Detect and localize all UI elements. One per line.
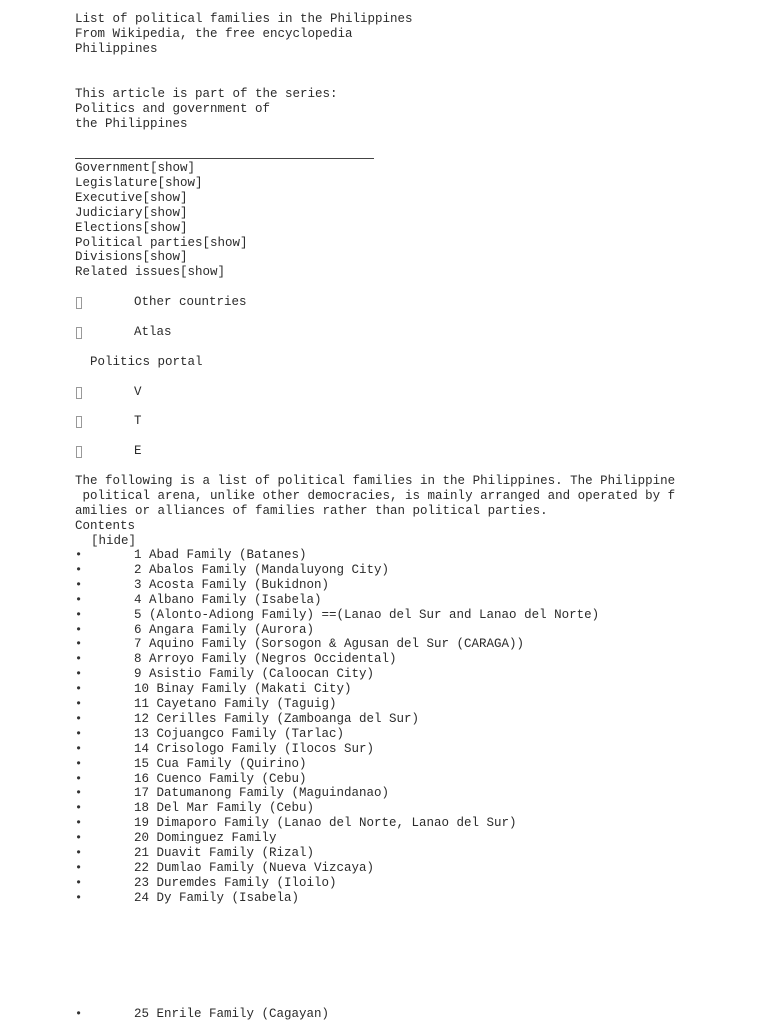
placeholder-icon	[76, 446, 82, 458]
toc-item[interactable]: 2 Abalos Family (Mandaluyong City)	[134, 562, 390, 577]
toc-item[interactable]: 23 Duremdes Family (Iloilo)	[134, 875, 337, 890]
toc-bullet: •	[75, 607, 83, 622]
toc-item[interactable]: 4 Albano Family (Isabela)	[134, 592, 322, 607]
toc-item[interactable]: 1 Abad Family (Batanes)	[134, 548, 307, 562]
talk-link[interactable]: T	[134, 414, 142, 428]
toc-item[interactable]: 14 Crisologo Family (Ilocos Sur)	[134, 741, 375, 756]
toc-bullet: •	[75, 592, 83, 607]
toc-bullet: •	[75, 711, 83, 726]
intro-line-1: The following is a list of political families in the Philippines. The Philippine	[75, 474, 676, 488]
contents-hide-toggle[interactable]: [hide]	[91, 534, 137, 548]
toc-bullet: •	[75, 726, 83, 741]
view-link[interactable]: V	[134, 385, 142, 399]
placeholder-icon	[76, 387, 82, 399]
toc-item[interactable]: 24 Dy Family (Isabela)	[134, 890, 300, 905]
country-line: Philippines	[75, 42, 158, 56]
placeholder-icon	[76, 416, 82, 428]
toc-item[interactable]: 9 Asistio Family (Caloocan City)	[134, 667, 375, 682]
section-divisions[interactable]: Divisions[show]	[75, 250, 188, 264]
politics-portal-link[interactable]: Politics portal	[90, 355, 203, 369]
toc-item[interactable]: 18 Del Mar Family (Cebu)	[134, 801, 315, 816]
source-line: From Wikipedia, the free encyclopedia	[75, 27, 353, 41]
section-executive[interactable]: Executive[show]	[75, 191, 188, 205]
toc-bullet: •	[75, 741, 83, 756]
toc-bullet: •	[75, 875, 83, 890]
toc-bullet: •	[75, 1007, 83, 1021]
placeholder-icon	[76, 297, 82, 309]
toc-bullet: •	[75, 562, 83, 577]
toc-item[interactable]: 25 Enrile Family (Cagayan)	[134, 1007, 330, 1021]
section-legislature[interactable]: Legislature[show]	[75, 176, 203, 190]
toc-bullet: •	[75, 548, 83, 562]
toc-bullet: •	[75, 786, 83, 801]
section-judiciary[interactable]: Judiciary[show]	[75, 206, 188, 220]
toc-item[interactable]: 7 Aquino Family (Sorsogon & Agusan del Sur (CARAGA))	[134, 637, 525, 652]
toc-item[interactable]: 8 Arroyo Family (Negros Occidental)	[134, 652, 397, 667]
toc-item[interactable]: 3 Acosta Family (Bukidnon)	[134, 577, 330, 592]
toc-bullet: •	[75, 622, 83, 637]
toc-bullet: •	[75, 831, 83, 846]
toc-item[interactable]: 19 Dimaporo Family (Lanao del Norte, Lanao del Sur)	[134, 816, 517, 831]
toc-item[interactable]: 6 Angara Family (Aurora)	[134, 622, 315, 637]
toc-item[interactable]: 16 Cuenco Family (Cebu)	[134, 771, 307, 786]
toc-bullet: •	[75, 637, 83, 652]
toc-item[interactable]: 10 Binay Family (Makati City)	[134, 682, 352, 697]
toc-bullet: •	[75, 697, 83, 711]
section-related-issues[interactable]: Related issues[show]	[75, 265, 226, 279]
toc-bullet: •	[75, 801, 83, 816]
series-line-1: This article is part of the series:	[75, 87, 338, 101]
toc-bullet: •	[75, 667, 83, 682]
divider	[75, 158, 374, 159]
placeholder-icon	[76, 327, 82, 339]
toc-item[interactable]: 12 Cerilles Family (Zamboanga del Sur)	[134, 711, 420, 726]
section-political-parties[interactable]: Political parties[show]	[75, 236, 248, 250]
toc-bullet: •	[75, 682, 83, 697]
intro-line-3: amilies or alliances of families rather than political parties.	[75, 504, 548, 518]
toc-bullet: •	[75, 846, 83, 860]
toc-item[interactable]: 11 Cayetano Family (Taguig)	[134, 697, 337, 711]
toc-item[interactable]: 15 Cua Family (Quirino)	[134, 756, 307, 771]
page-title: List of political families in the Philippines	[75, 12, 413, 26]
toc-item[interactable]: 13 Cojuangco Family (Tarlac)	[134, 726, 345, 741]
section-government[interactable]: Government[show]	[75, 161, 196, 175]
toc-item[interactable]: 5 (Alonto-Adiong Family) ==(Lanao del Sur and Lanao del Norte)	[134, 607, 600, 622]
toc-bullet: •	[75, 756, 83, 771]
section-elections[interactable]: Elections[show]	[75, 221, 188, 235]
toc-item[interactable]: 21 Duavit Family (Rizal)	[134, 846, 315, 860]
series-line-3[interactable]: the Philippines	[75, 117, 188, 131]
toc-bullet: •	[75, 771, 83, 786]
toc-bullet: •	[75, 816, 83, 831]
edit-link[interactable]: E	[134, 444, 142, 458]
series-line-2[interactable]: Politics and government of	[75, 102, 271, 116]
other-countries-link[interactable]: Other countries	[134, 295, 247, 309]
contents-label: Contents	[75, 519, 136, 533]
toc-bullet: •	[75, 860, 83, 875]
atlas-link[interactable]: Atlas	[134, 325, 172, 339]
toc-item[interactable]: 17 Datumanong Family (Maguindanao)	[134, 786, 390, 801]
toc-item[interactable]: 22 Dumlao Family (Nueva Vizcaya)	[134, 860, 375, 875]
intro-line-2: political arena, unlike other democracies, is mainly arranged and operated by f	[75, 489, 676, 503]
toc-bullet: •	[75, 652, 83, 667]
toc-bullet: •	[75, 577, 83, 592]
toc-bullet: •	[75, 890, 83, 905]
toc-item[interactable]: 20 Dominguez Family	[134, 831, 277, 846]
